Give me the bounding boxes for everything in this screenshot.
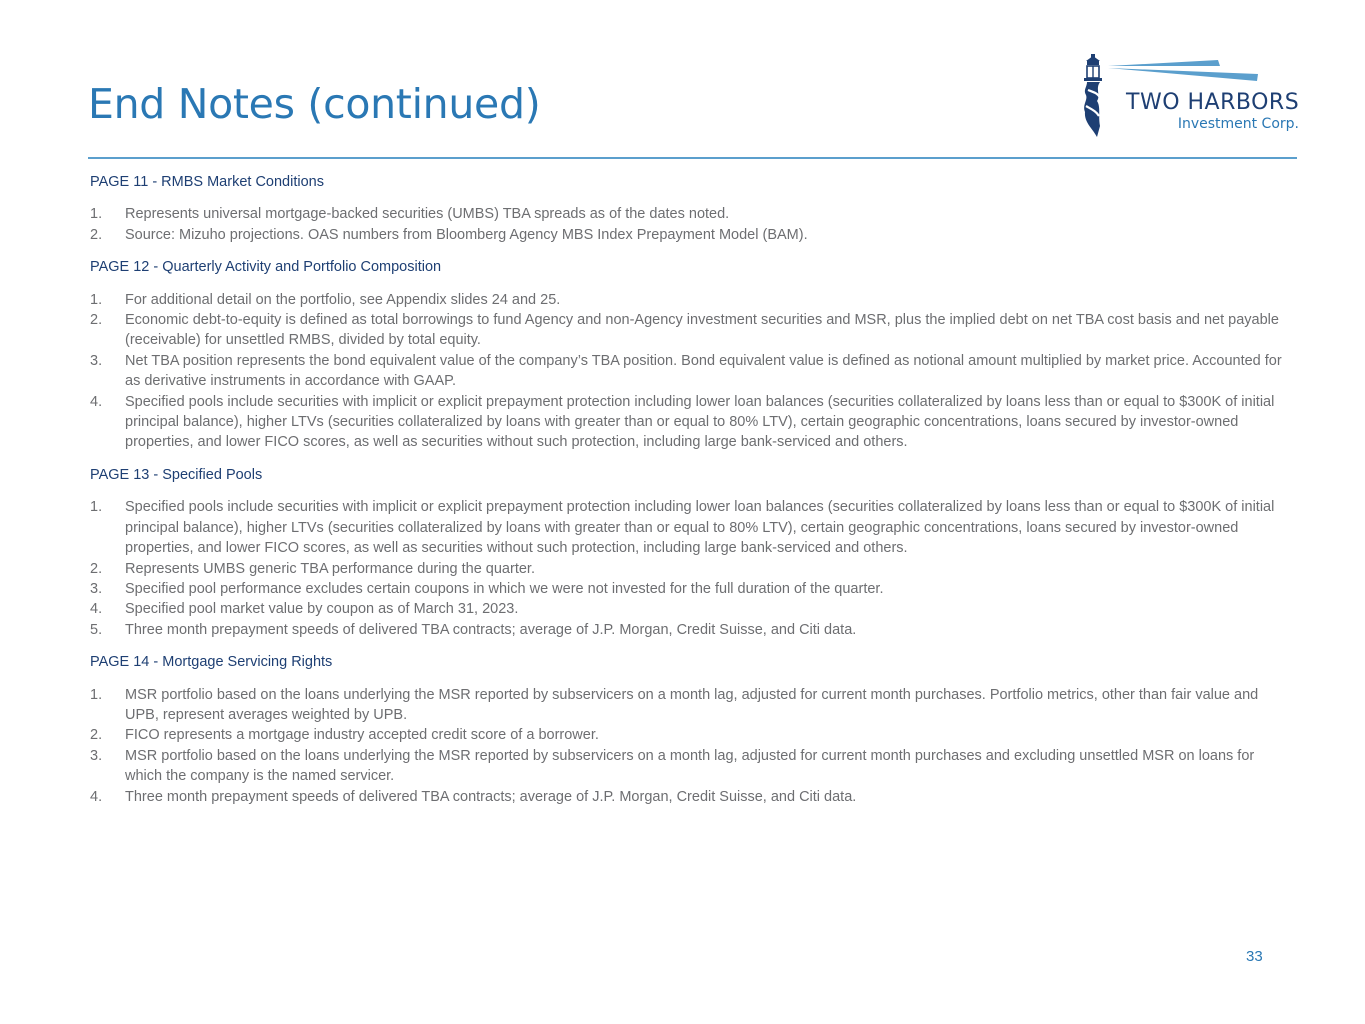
note-number: 4.: [90, 601, 103, 618]
note-item: [90, 685, 1295, 726]
note-number: 1.: [90, 206, 103, 223]
note-number: 2.: [90, 560, 103, 577]
note-text: Source: Mizuho projections. OAS numbers from Bloomberg Agency MBS Index Prepayment Model (BAM).: [125, 226, 808, 243]
note-item: [90, 290, 1295, 310]
section-heading: PAGE 11 - RMBS Market Conditions: [90, 174, 324, 190]
note-text: For additional detail on the portfolio, see Appendix slides 24 and 25.: [125, 291, 561, 308]
note-list: [90, 685, 1295, 807]
note-item: [90, 579, 1295, 599]
note-text: MSR portfolio based on the loans underlying the MSR reported by subservicers on a month lag, adjusted for current month purchases and excluding unsettled MSR on loans for which the company is the named servicer.: [125, 747, 1255, 785]
note-text: Three month prepayment speeds of delivered TBA contracts; average of J.P. Morgan, Credit Suisse, and Citi data.: [125, 621, 857, 638]
note-text: Specified pool performance excludes certain coupons in which we were not invested for the full duration of the quarter.: [125, 580, 884, 597]
note-number: 2.: [90, 226, 103, 243]
note-item: [90, 351, 1295, 392]
note-item: [90, 620, 1295, 640]
note-item: [90, 204, 1295, 224]
section-heading: PAGE 14 - Mortgage Servicing Rights: [90, 654, 333, 671]
note-item: [90, 392, 1295, 453]
note-item: [90, 497, 1295, 558]
section-page-14: [90, 652, 1295, 807]
note-number: 3.: [90, 580, 103, 597]
note-number: 3.: [90, 352, 103, 369]
note-text: Net TBA position represents the bond equivalent value of the company’s TBA position. Bond equivalent value is defined as notional amount multiplied by market price. Accounted for as derivative instruments in accordance with GAAP.: [125, 352, 1282, 390]
note-text: MSR portfolio based on the loans underlying the MSR reported by subservicers on a month lag, adjusted for current month purchases. Portfolio metrics, other than fair value and UPB, represent averages weighted by UPB.: [125, 686, 1259, 723]
note-number: 2.: [90, 727, 103, 744]
note-item: [90, 725, 1295, 745]
note-list: [90, 497, 1295, 640]
note-number: 5.: [90, 621, 103, 638]
note-list: [90, 290, 1295, 453]
note-number: 1.: [90, 499, 103, 516]
note-item: [90, 310, 1295, 351]
section-page-11: [90, 172, 1295, 245]
note-item: [90, 559, 1295, 579]
section-heading: PAGE 13 - Specified Pools: [90, 466, 263, 483]
note-text: Represents UMBS generic TBA performance during the quarter.: [125, 560, 535, 577]
note-item: [90, 746, 1295, 787]
note-text: FICO represents a mortgage industry accepted credit score of a borrower.: [125, 727, 599, 744]
note-number: 1.: [90, 291, 103, 308]
note-text: Specified pools include securities with implicit or explicit prepayment protection including lower loan balances (securities collateralized by loans less than or equal to $300K of initial principal balance), higher LTVs (securities collateralized by loans with greater than or equal to 80% LTV), certain geographic concentrations, loans secured by investor-owned properties, and lower FICO scores, as well as securities without such protection, including large bank-serviced and others.: [125, 393, 1275, 451]
note-item: [90, 787, 1295, 807]
note-text: Represents universal mortgage-backed securities (UMBS) TBA spreads as of the dates noted.: [125, 206, 730, 223]
section-heading: PAGE 12 - Quarterly Activity and Portfolio Composition: [90, 259, 442, 276]
note-number: 2.: [90, 312, 103, 329]
company-logo: [1078, 52, 1303, 140]
section-page-12: [90, 257, 1295, 453]
note-list: [90, 204, 1295, 245]
note-item: [90, 599, 1295, 619]
note-text: Economic debt-to-equity is defined as total borrowings to fund Agency and non-Agency investment securities and MSR, plus the implied debt on net TBA cost basis and net payable (receivable) for unsettled RMBS, divided by total equity.: [125, 312, 1279, 349]
note-number: 4.: [90, 788, 103, 805]
end-notes: [90, 172, 1295, 819]
note-item: [90, 225, 1295, 245]
note-text: Specified pools include securities with implicit or explicit prepayment protection including lower loan balances (securities collateralized by loans less than or equal to $300K of initial principal balance), higher LTVs (securities collateralized by loans with greater than or equal to 80% LTV), certain geographic concentrations, loans secured by investor-owned properties, and lower FICO scores, as well as securities without such protection, including large bank-serviced and others.: [125, 499, 1275, 557]
note-number: 3.: [90, 747, 103, 764]
header-divider: [88, 157, 1297, 159]
note-number: 4.: [90, 393, 103, 410]
note-number: 1.: [90, 686, 103, 703]
logo-subtitle: Investment Corp.: [1177, 116, 1299, 132]
logo-name: TWO HARBORS: [1126, 90, 1300, 115]
page-number: 33: [1246, 948, 1263, 965]
section-page-13: [90, 465, 1295, 640]
note-text: Three month prepayment speeds of delivered TBA contracts; average of J.P. Morgan, Credit Suisse, and Citi data.: [125, 788, 857, 805]
page-title: End Notes (continued): [88, 80, 541, 128]
note-text: Specified pool market value by coupon as of March 31, 2023.: [125, 601, 519, 618]
